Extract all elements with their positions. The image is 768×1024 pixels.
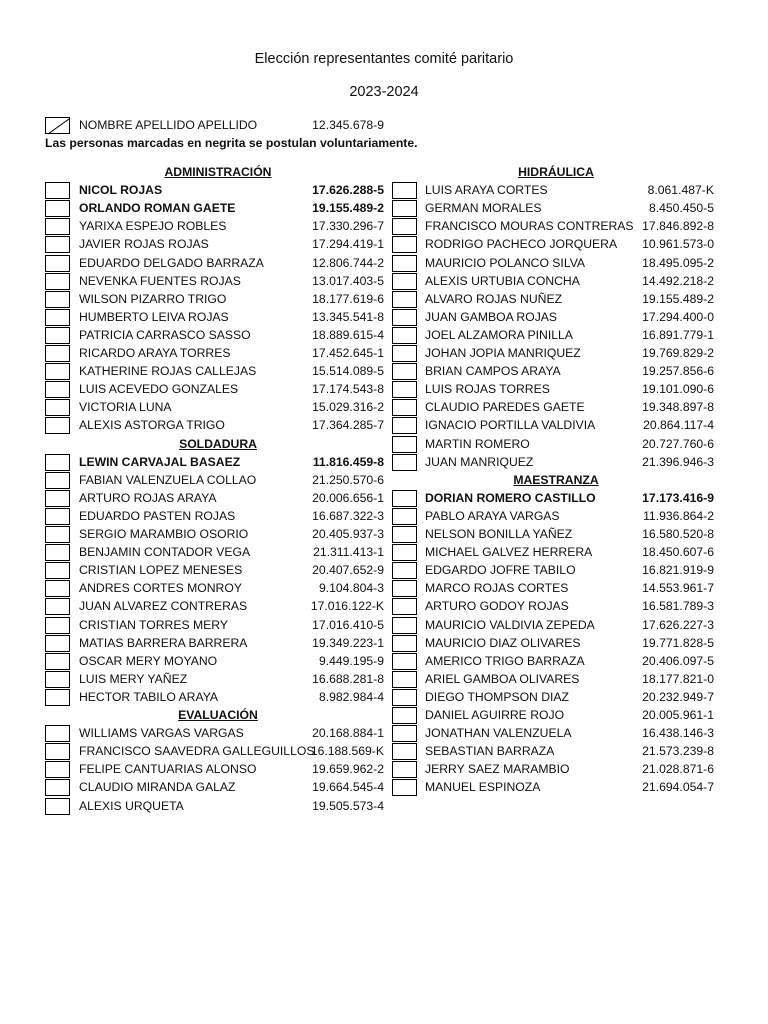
candidate-name: LUIS ROJAS TORRES <box>425 382 550 397</box>
candidate-name: MATIAS BARRERA BARRERA <box>79 635 248 650</box>
candidate-rut: 21.396.946-3 <box>642 454 714 469</box>
candidate-rut: 21.694.054-7 <box>642 780 714 795</box>
vote-checkbox[interactable] <box>392 761 417 778</box>
vote-checkbox[interactable] <box>45 743 70 760</box>
vote-checkbox[interactable] <box>392 273 417 290</box>
candidate-rut: 17.452.645-1 <box>312 346 384 360</box>
candidate-rut: 19.155.489-2 <box>642 291 714 306</box>
candidate-name: CRISTIAN TORRES MERY <box>79 617 228 632</box>
candidate-name: ARIEL GAMBOA OLIVARES <box>425 671 580 686</box>
candidate-name: OSCAR MERY MOYANO <box>79 653 218 668</box>
candidate-name: JONATHAN VALENZUELA <box>425 726 572 741</box>
candidate-name: SERGIO MARAMBIO OSORIO <box>79 527 249 541</box>
candidate-rut: 19.348.897-8 <box>642 400 714 415</box>
vote-checkbox[interactable] <box>392 454 417 471</box>
candidate-name: NEVENKA FUENTES ROJAS <box>79 273 241 288</box>
candidate-rut: 12.806.744-2 <box>312 255 384 270</box>
vote-checkbox[interactable] <box>392 200 417 217</box>
candidate-rut: 19.155.489-2 <box>312 201 384 216</box>
candidate-name: FRANCISCO MOURAS CONTRERAS <box>425 219 634 234</box>
vote-checkbox[interactable] <box>45 236 70 253</box>
candidate-name: MICHAEL GALVEZ HERRERA <box>425 545 593 560</box>
candidate-name: AMERICO TRIGO BARRAZA <box>425 653 585 668</box>
candidate-rut: 19.505.573-4 <box>312 798 384 813</box>
candidate-name: DORIAN ROMERO CASTILLO <box>425 490 596 505</box>
candidate-rut: 16.891.779-1 <box>642 327 714 342</box>
candidate-name: GERMAN MORALES <box>425 201 542 216</box>
vote-checkbox[interactable] <box>392 725 417 742</box>
candidate-rut: 21.573.239-8 <box>642 744 714 759</box>
vote-checkbox[interactable] <box>392 653 417 670</box>
candidate-rut: 8.450.450-5 <box>648 201 714 216</box>
vote-checkbox[interactable] <box>392 617 417 634</box>
candidate-rut: 11.816.459-8 <box>312 454 384 469</box>
candidate-name: MAURICIO POLANCO SILVA <box>425 255 586 270</box>
candidate-name: MAURICIO VALDIVIA ZEPEDA <box>425 617 595 632</box>
vote-checkbox[interactable] <box>392 743 417 760</box>
candidate-rut: 16.688.281-8 <box>312 671 384 686</box>
candidate-rut: 20.405.937-3 <box>312 527 384 541</box>
candidate-rut: 21.028.871-6 <box>642 762 714 777</box>
candidate-rut: 20.005.961-1 <box>642 708 714 722</box>
candidate-rut: 13.345.541-8 <box>312 309 384 324</box>
candidate-rut: 18.177.821-0 <box>642 671 714 686</box>
section-heading: ADMINISTRACIÓN <box>164 165 272 179</box>
candidate-name: JOEL ALZAMORA PINILLA <box>425 327 573 342</box>
diagonal-mark-icon <box>46 118 71 135</box>
vote-checkbox[interactable] <box>45 671 70 688</box>
vote-checkbox[interactable] <box>45 761 70 778</box>
vote-checkbox[interactable] <box>45 472 70 489</box>
vote-checkbox[interactable] <box>45 598 70 615</box>
candidate-rut: 19.659.962-2 <box>312 762 384 777</box>
candidate-rut: 20.727.760-6 <box>642 436 714 451</box>
vote-checkbox[interactable] <box>45 689 70 706</box>
candidate-rut: 17.330.296-7 <box>312 219 384 234</box>
candidate-rut: 14.553.961-7 <box>642 581 714 596</box>
section-heading: HIDRÁULICA <box>518 165 594 179</box>
vote-checkbox[interactable] <box>45 544 70 561</box>
vote-checkbox[interactable] <box>45 454 70 471</box>
candidate-name: RICARDO ARAYA TORRES <box>79 346 231 360</box>
vote-checkbox[interactable] <box>45 291 70 308</box>
candidate-name: MANUEL ESPINOZA <box>425 780 541 795</box>
candidate-rut: 17.294.400-0 <box>642 309 714 324</box>
candidate-rut: 19.769.829-2 <box>642 346 714 360</box>
legend-example-name: NOMBRE APELLIDO APELLIDO <box>79 118 258 132</box>
vote-checkbox[interactable] <box>392 345 417 362</box>
vote-checkbox[interactable] <box>392 544 417 561</box>
vote-checkbox[interactable] <box>392 508 417 525</box>
vote-checkbox[interactable] <box>392 671 417 688</box>
candidate-rut: 13.017.403-5 <box>312 273 384 288</box>
vote-checkbox[interactable] <box>392 255 417 272</box>
vote-checkbox[interactable] <box>392 417 417 434</box>
vote-checkbox[interactable] <box>392 218 417 235</box>
candidate-rut: 17.016.410-5 <box>312 617 384 632</box>
candidate-name: VICTORIA LUNA <box>79 400 172 415</box>
vote-checkbox[interactable] <box>392 236 417 253</box>
candidate-rut: 20.232.949-7 <box>642 689 714 704</box>
candidate-name: ANDRES CORTES MONROY <box>79 581 242 596</box>
candidate-name: ORLANDO ROMAN GAETE <box>79 201 236 216</box>
candidate-name: DANIEL AGUIRRE ROJO <box>425 708 565 722</box>
vote-checkbox[interactable] <box>392 779 417 796</box>
candidate-name: HUMBERTO LEIVA ROJAS <box>79 309 229 324</box>
candidate-rut: 8.061.487-K <box>647 183 714 198</box>
vote-checkbox[interactable] <box>45 309 70 326</box>
candidate-name: LEWIN CARVAJAL BASAEZ <box>79 454 241 469</box>
candidate-rut: 18.889.615-4 <box>312 327 384 342</box>
candidate-name: FELIPE CANTUARIAS ALONSO <box>79 762 257 777</box>
candidate-name: MARTIN ROMERO <box>425 436 530 451</box>
candidate-rut: 19.771.828-5 <box>642 635 714 650</box>
candidate-name: NELSON BONILLA YAÑEZ <box>425 527 573 541</box>
vote-checkbox[interactable] <box>392 562 417 579</box>
vote-checkbox[interactable] <box>392 526 417 543</box>
vote-checkbox[interactable] <box>392 707 417 724</box>
period: 2023-2024 <box>349 84 419 100</box>
vote-checkbox[interactable] <box>392 490 417 507</box>
vote-checkbox[interactable] <box>45 200 70 217</box>
candidate-rut: 20.406.097-5 <box>642 653 714 668</box>
candidate-rut: 17.364.285-7 <box>312 418 384 433</box>
vote-checkbox[interactable] <box>45 526 70 543</box>
candidate-rut: 18.450.607-6 <box>642 545 714 560</box>
candidate-rut: 21.311.413-1 <box>313 545 384 560</box>
candidate-name: ALEXIS URQUETA <box>79 798 184 813</box>
candidate-rut: 20.168.884-1 <box>312 726 384 741</box>
vote-checkbox[interactable] <box>45 218 70 235</box>
candidate-rut: 16.581.789-3 <box>642 599 714 614</box>
vote-checkbox[interactable] <box>45 725 70 742</box>
candidate-name: ALVARO ROJAS NUÑEZ <box>425 291 563 306</box>
candidate-rut: 19.101.090-6 <box>642 382 714 397</box>
candidate-name: EDGARDO JOFRE TABILO <box>425 563 576 578</box>
candidate-rut: 8.982.984-4 <box>318 689 384 704</box>
vote-checkbox[interactable] <box>45 635 70 652</box>
document-title: Elección representantes comité paritario <box>254 51 514 67</box>
candidate-rut: 16.580.520-8 <box>642 527 714 541</box>
candidate-name: FABIAN VALENZUELA COLLAO <box>79 472 257 487</box>
vote-checkbox[interactable] <box>45 182 70 199</box>
candidate-rut: 14.492.218-2 <box>642 273 714 288</box>
vote-checkbox[interactable] <box>45 273 70 290</box>
candidate-name: CLAUDIO PAREDES GAETE <box>425 400 585 415</box>
candidate-rut: 18.177.619-6 <box>312 291 384 306</box>
candidate-rut: 17.846.892-8 <box>642 219 714 234</box>
candidate-rut: 16.188.569-K <box>310 744 384 759</box>
candidate-name: PATRICIA CARRASCO SASSO <box>79 327 251 342</box>
candidate-rut: 19.257.856-6 <box>642 364 714 379</box>
vote-checkbox[interactable] <box>392 436 417 453</box>
vote-checkbox[interactable] <box>45 653 70 670</box>
vote-checkbox[interactable] <box>392 309 417 326</box>
vote-checkbox[interactable] <box>45 327 70 344</box>
candidate-name: EDUARDO PASTEN ROJAS <box>79 508 236 523</box>
candidate-rut: 10.961.573-0 <box>642 237 714 252</box>
vote-checkbox[interactable] <box>45 580 70 597</box>
candidate-name: LUIS MERY YAÑEZ <box>79 671 188 686</box>
vote-checkbox[interactable] <box>392 291 417 308</box>
candidate-rut: 9.449.195-9 <box>318 653 384 668</box>
candidate-name: ALEXIS URTUBIA CONCHA <box>425 273 580 288</box>
candidate-name: JUAN MANRIQUEZ <box>425 454 534 469</box>
vote-checkbox[interactable] <box>45 381 70 398</box>
candidate-name: RODRIGO PACHECO JORQUERA <box>425 237 618 252</box>
candidate-rut: 16.438.146-3 <box>642 726 714 741</box>
candidate-name: BRIAN CAMPOS ARAYA <box>425 364 561 379</box>
candidate-name: LUIS ARAYA CORTES <box>425 183 548 198</box>
vote-checkbox[interactable] <box>45 508 70 525</box>
candidate-name: DIEGO THOMPSON DIAZ <box>425 689 570 704</box>
candidate-name: JAVIER ROJAS ROJAS <box>79 237 209 252</box>
vote-checkbox[interactable] <box>392 689 417 706</box>
candidate-name: IGNACIO PORTILLA VALDIVIA <box>425 418 596 433</box>
candidate-name: ALEXIS ASTORGA TRIGO <box>79 418 225 433</box>
candidate-rut: 17.626.288-5 <box>312 183 384 198</box>
candidate-name: KATHERINE ROJAS CALLEJAS <box>79 364 257 379</box>
candidate-rut: 21.250.570-6 <box>312 472 384 487</box>
candidate-rut: 9.104.804-3 <box>318 581 384 596</box>
candidate-rut: 15.514.089-5 <box>312 364 384 379</box>
candidate-rut: 15.029.316-2 <box>312 400 384 415</box>
candidate-name: WILLIAMS VARGAS VARGAS <box>79 726 244 741</box>
vote-checkbox[interactable] <box>45 490 70 507</box>
candidate-rut: 20.407.652-9 <box>312 563 384 578</box>
candidate-name: YARIXA ESPEJO ROBLES <box>79 219 227 234</box>
candidate-name: CLAUDIO MIRANDA GALAZ <box>79 780 236 795</box>
candidate-name: JUAN GAMBOA ROJAS <box>425 309 558 324</box>
vote-checkbox[interactable] <box>45 255 70 272</box>
legend-note: Las personas marcadas en negrita se postulan voluntariamente. <box>45 136 418 150</box>
candidate-name: HECTOR TABILO ARAYA <box>79 689 219 704</box>
candidate-rut: 11.936.864-2 <box>643 508 714 523</box>
section-heading: MAESTRANZA <box>513 472 599 487</box>
vote-checkbox[interactable] <box>45 779 70 796</box>
candidate-rut: 17.294.419-1 <box>312 237 384 252</box>
candidate-rut: 17.174.543-8 <box>312 382 384 397</box>
candidate-rut: 20.006.656-1 <box>312 490 384 505</box>
vote-checkbox[interactable] <box>392 635 417 652</box>
candidate-rut: 19.349.223-1 <box>312 635 384 650</box>
vote-checkbox[interactable] <box>392 381 417 398</box>
candidate-name: JOHAN JOPIA MANRIQUEZ <box>425 346 581 360</box>
vote-checkbox[interactable] <box>45 798 70 815</box>
candidate-name: ARTURO ROJAS ARAYA <box>79 490 217 505</box>
vote-checkbox[interactable] <box>45 399 70 416</box>
candidate-name: LUIS ACEVEDO GONZALES <box>79 382 239 397</box>
candidate-name: JERRY SAEZ MARAMBIO <box>425 762 570 777</box>
candidate-name: JUAN ALVAREZ CONTRERAS <box>79 599 248 614</box>
candidate-rut: 17.016.122-K <box>310 599 384 614</box>
candidate-name: PABLO ARAYA VARGAS <box>425 508 560 523</box>
candidate-name: BENJAMIN CONTADOR VEGA <box>79 545 251 560</box>
candidate-name: WILSON PIZARRO TRIGO <box>79 291 227 306</box>
vote-checkbox[interactable] <box>45 617 70 634</box>
legend-example-rut: 12.345.678-9 <box>312 118 384 132</box>
candidate-name: MAURICIO DIAZ OLIVARES <box>425 635 581 650</box>
vote-checkbox[interactable] <box>392 399 417 416</box>
candidate-rut: 17.173.416-9 <box>642 490 714 505</box>
candidate-name: ARTURO GODOY ROJAS <box>425 599 569 614</box>
vote-checkbox[interactable] <box>45 363 70 380</box>
vote-checkbox[interactable] <box>392 580 417 597</box>
candidate-name: EDUARDO DELGADO BARRAZA <box>79 255 264 270</box>
section-heading: EVALUACIÓN <box>178 708 258 722</box>
vote-checkbox[interactable] <box>392 363 417 380</box>
vote-checkbox[interactable] <box>392 182 417 199</box>
vote-checkbox[interactable] <box>45 345 70 362</box>
vote-checkbox[interactable] <box>45 562 70 579</box>
vote-checkbox[interactable] <box>392 598 417 615</box>
candidate-name: SEBASTIAN BARRAZA <box>425 744 555 759</box>
candidate-rut: 17.626.227-3 <box>642 617 714 632</box>
candidate-rut: 16.687.322-3 <box>312 508 384 523</box>
candidate-name: CRISTIAN LOPEZ MENESES <box>79 563 243 578</box>
candidate-rut: 18.495.095-2 <box>642 255 714 270</box>
candidate-rut: 19.664.545-4 <box>312 780 384 795</box>
candidate-name: FRANCISCO SAAVEDRA GALLEGUILLOS <box>79 744 315 759</box>
candidate-name: MARCO ROJAS CORTES <box>425 581 569 596</box>
candidate-rut: 16.821.919-9 <box>642 563 714 578</box>
vote-checkbox[interactable] <box>45 417 70 434</box>
legend-checkbox-example <box>45 117 70 134</box>
candidate-rut: 20.864.117-4 <box>643 418 714 433</box>
candidate-name: NICOL ROJAS <box>79 183 163 198</box>
vote-checkbox[interactable] <box>392 327 417 344</box>
section-heading: SOLDADURA <box>179 436 257 451</box>
